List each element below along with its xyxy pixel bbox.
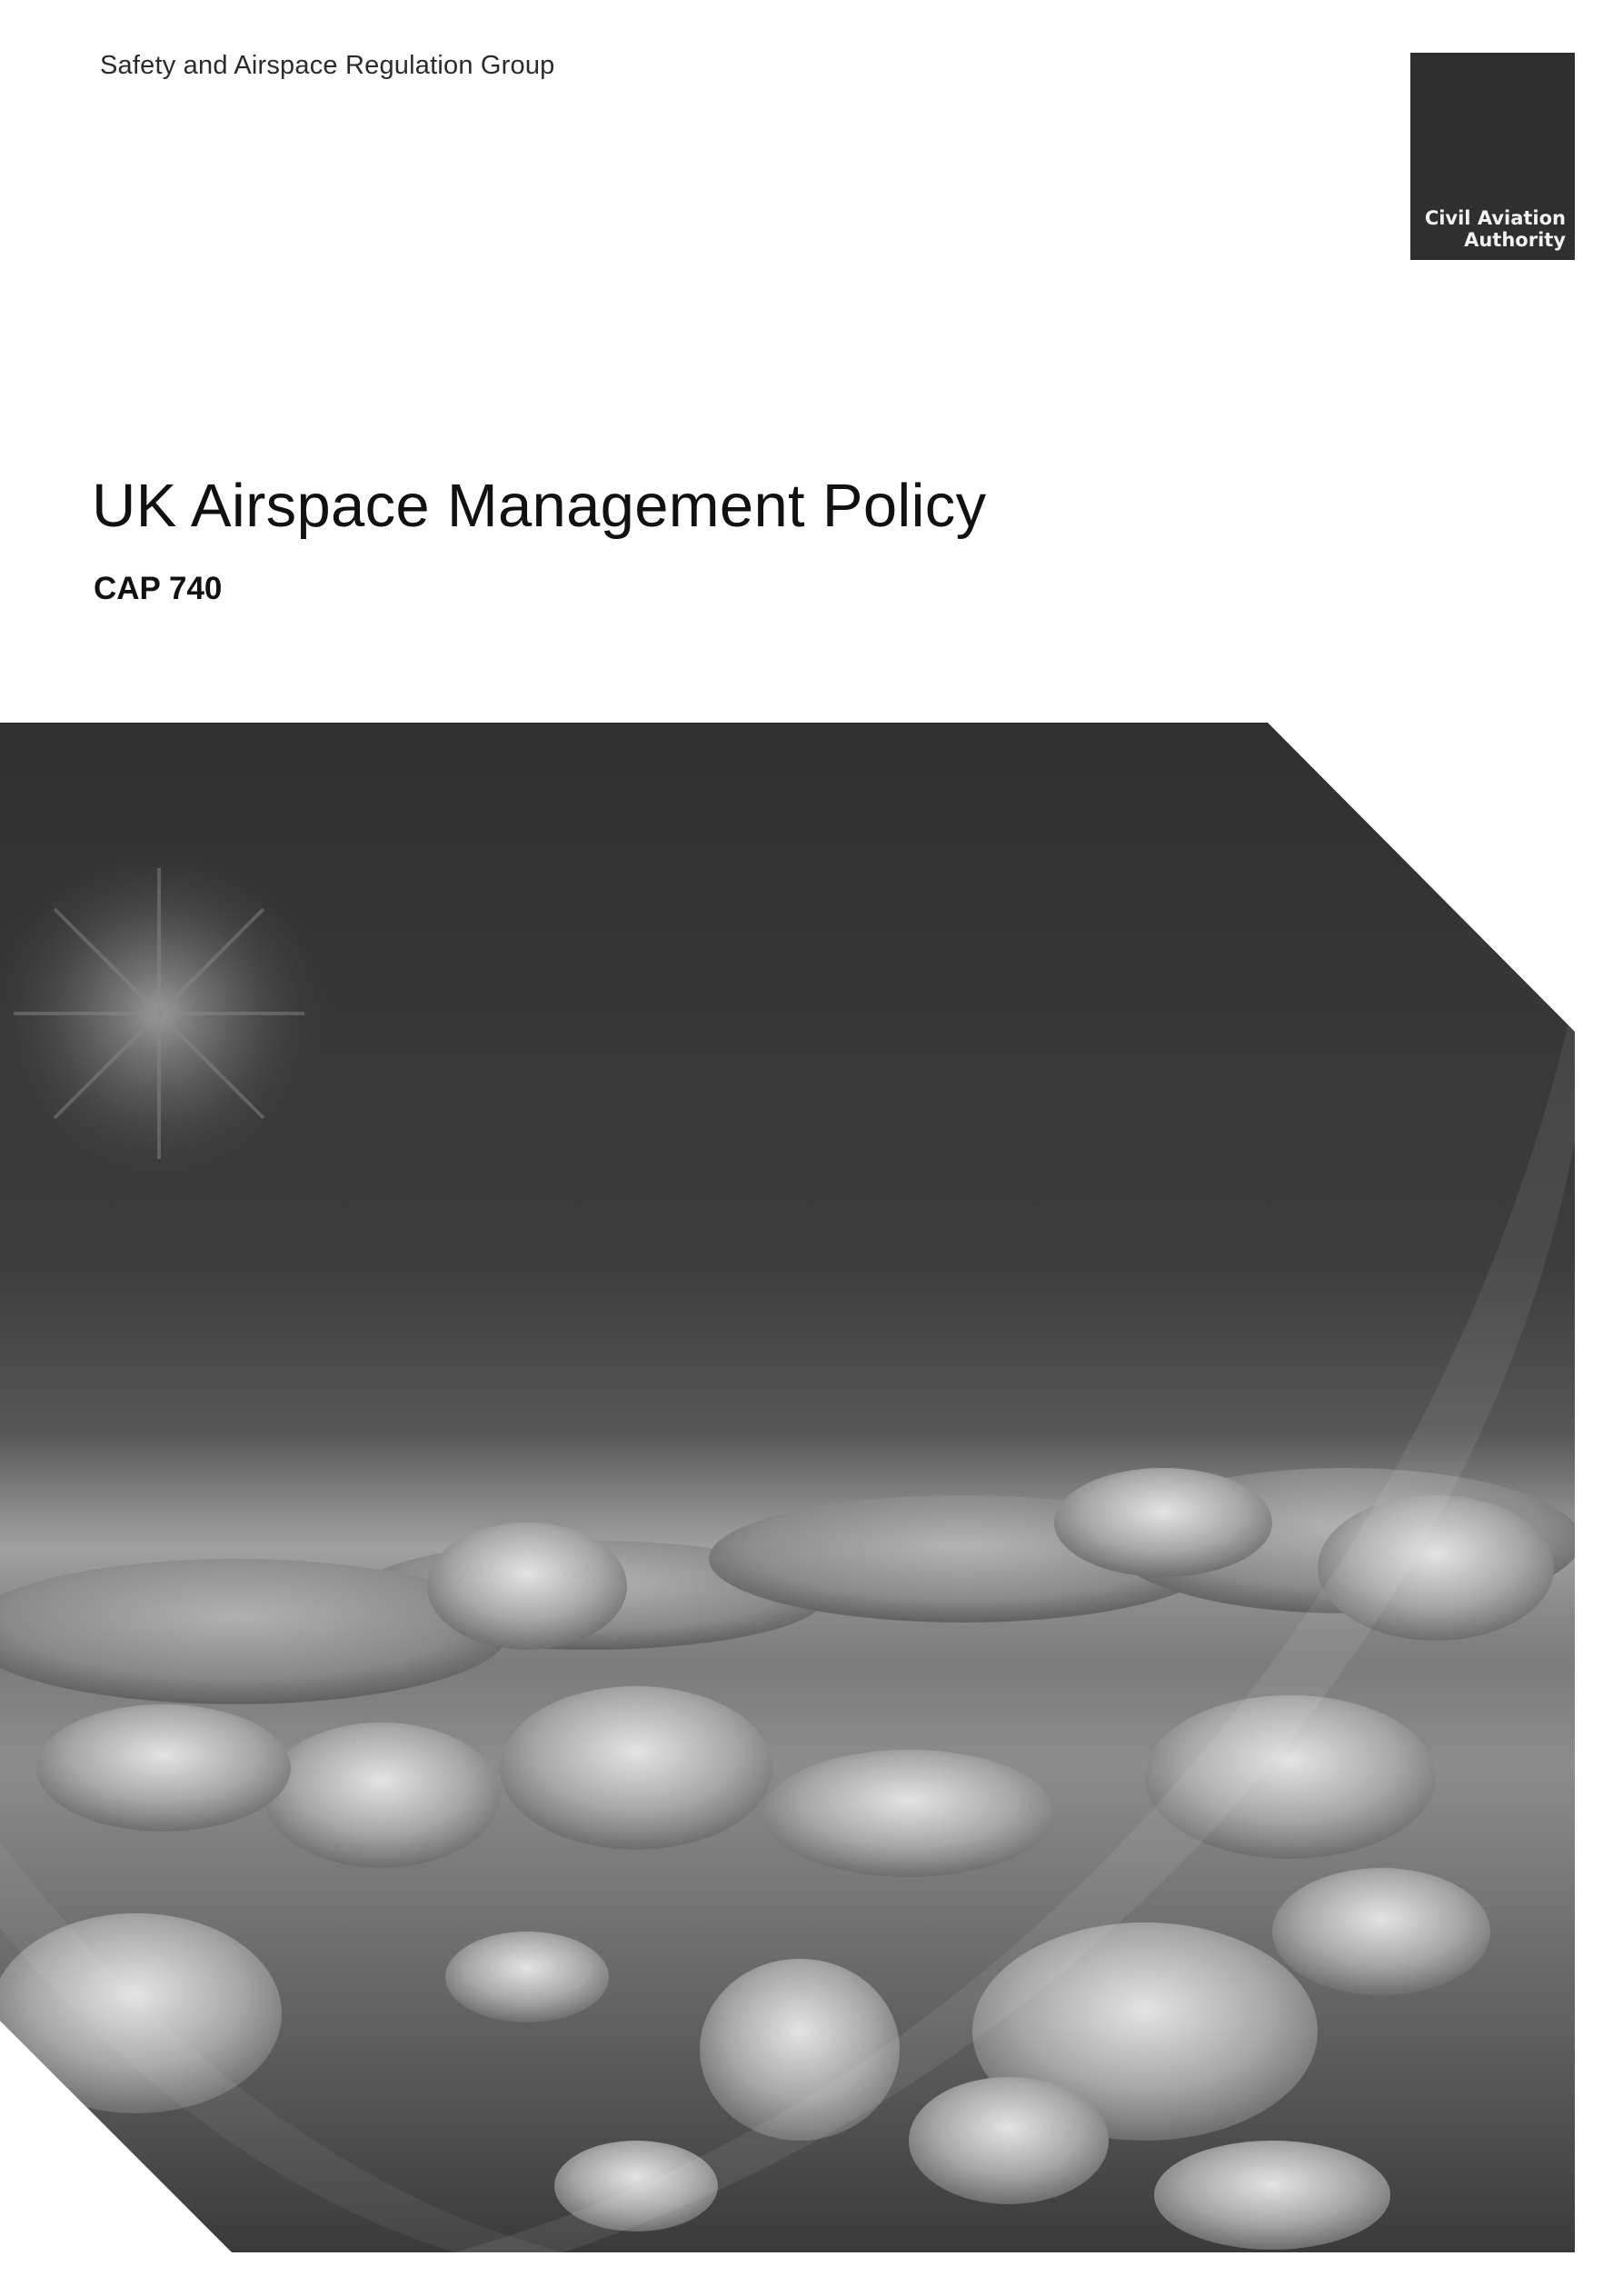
logo-line-2: Authority	[1464, 229, 1566, 251]
document-title: UK Airspace Management Policy	[92, 472, 987, 540]
document-code: CAP 740	[94, 571, 223, 606]
logo-text	[1425, 207, 1566, 251]
caa-logo	[1410, 53, 1575, 260]
group-name: Safety and Airspace Regulation Group	[100, 51, 555, 80]
logo-line-1: Civil Aviation	[1424, 207, 1566, 229]
cover-cloud-image	[0, 723, 1575, 2252]
